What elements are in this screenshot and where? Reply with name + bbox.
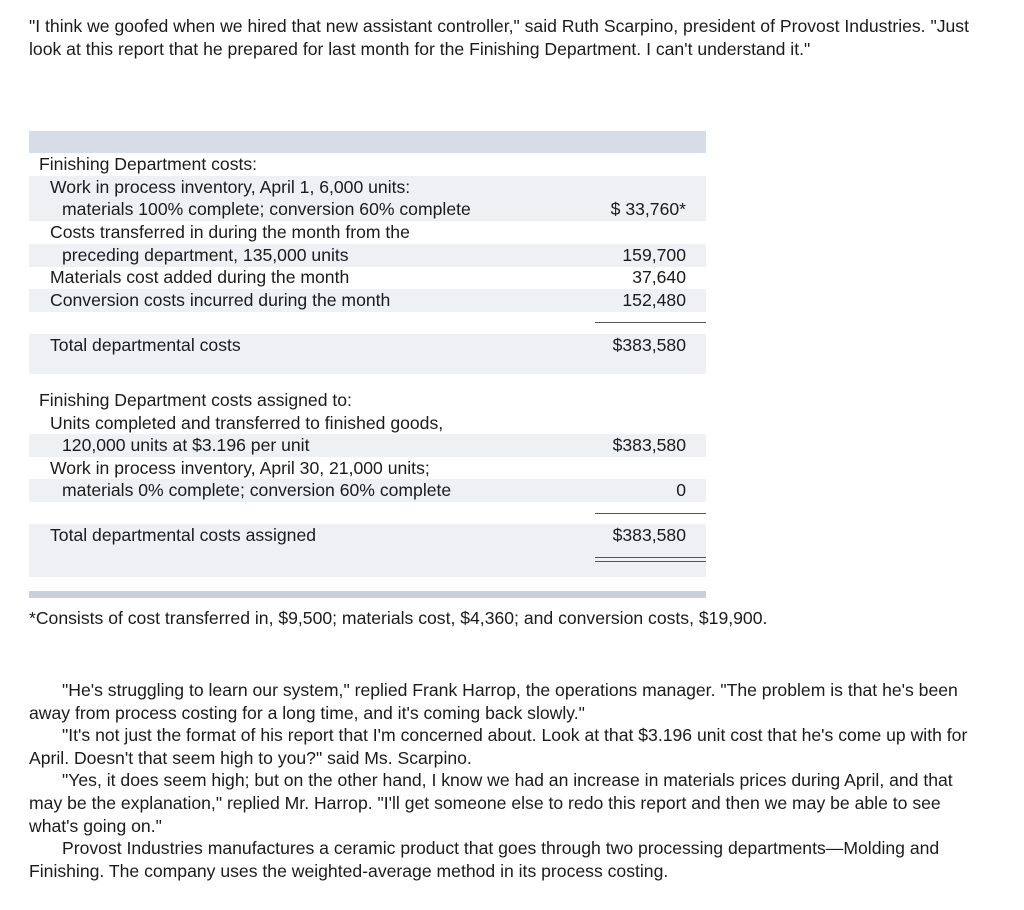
conversion-amount: 152,480 [622,290,686,310]
wip-april1-label: Work in process inventory, April 1, 6,000 units: [50,177,411,197]
table-footer-band [29,591,706,598]
conversion-label: Conversion costs incurred during the month [50,290,391,310]
dialogue-paragraph [29,679,969,724]
dialogue-text: "Yes, it does seem high; but on the other hand, I know we had an increase in materials prices during April, and that may be the explanation," replied Mr. Harrop. "I'll get someone else to redo this report and then we may be able to see what's going on." [29,770,953,836]
report-row [29,412,706,435]
report-spacer [29,547,706,577]
report-spacer [29,357,706,374]
report-row [29,524,706,547]
assigned-heading-row [29,389,706,412]
costs-heading: Finishing Department costs: [39,154,258,174]
report-row [29,266,706,289]
report-row [29,334,706,357]
transferred-in-label-cont: preceding department, 135,000 units [62,245,349,265]
double-rule-top [595,557,706,558]
table-header-band [29,131,706,153]
assigned-heading: Finishing Department costs assigned to: [39,390,352,410]
completed-amount: $383,580 [612,435,686,455]
dialogue-text: "It's not just the format of his report that I'm concerned about. Look at that $3.196 unit cost that he's come up with for April. Doesn't that seem high to you?" said Ms. Scarpino. [29,725,968,768]
report-row [29,244,706,267]
report-row [29,434,706,457]
total-assigned-amount: $383,580 [612,525,686,545]
transferred-in-label: Costs transferred in during the month from the [50,222,410,242]
dialogue-paragraph [29,724,969,769]
cost-report-table [29,131,706,598]
report-row [29,457,706,480]
dialogue-block [29,679,969,882]
wip-april30-label-cont: materials 0% complete; conversion 60% complete [62,480,452,500]
report-row [29,289,706,312]
intro-paragraph: "I think we goofed when we hired that new assistant controller," said Ruth Scarpino, president of Provost Industries. "Just look at this report that he prepared for last month for the Finishing Department. I can't understand it." [29,16,969,59]
report-row [29,176,706,199]
wip-april30-label: Work in process inventory, April 30, 21,000 units; [50,458,430,478]
completed-label: Units completed and transferred to finished goods, [50,413,444,433]
report-row [29,221,706,244]
transferred-in-amount: 159,700 [622,245,686,265]
total-assigned-label: Total departmental costs assigned [50,525,317,545]
total-costs-label: Total departmental costs [50,335,241,355]
costs-heading-row [29,153,706,176]
wip-april30-amount: 0 [676,480,686,500]
subtotal-rule [595,322,706,323]
total-costs-amount: $383,580 [612,335,686,355]
dialogue-text: "He's struggling to learn our system," replied Frank Harrop, the operations manager. "The problem is that he's been away from process costing for a long time, and it's coming back slowly." [29,680,958,723]
materials-label: Materials cost added during the month [50,267,350,287]
report-row [29,198,706,221]
report-row [29,479,706,502]
footnote: *Consists of cost transferred in, $9,500; materials cost, $4,360; and conversion costs, $19,900. [29,608,768,628]
double-rule-bottom [595,561,706,562]
subtotal-rule [595,513,706,514]
completed-label-cont: 120,000 units at $3.196 per unit [62,435,310,455]
wip-april1-amount: $ 33,760* [610,199,686,219]
materials-amount: 37,640 [632,267,686,287]
dialogue-paragraph [29,769,969,837]
wip-april1-label-cont: materials 100% complete; conversion 60% complete [62,199,471,219]
dialogue-text: Provost Industries manufactures a ceramic product that goes through two processing departments—Molding and Finishing. The company uses the weighted-average method in its process costing. [29,838,940,881]
dialogue-paragraph [29,837,969,882]
